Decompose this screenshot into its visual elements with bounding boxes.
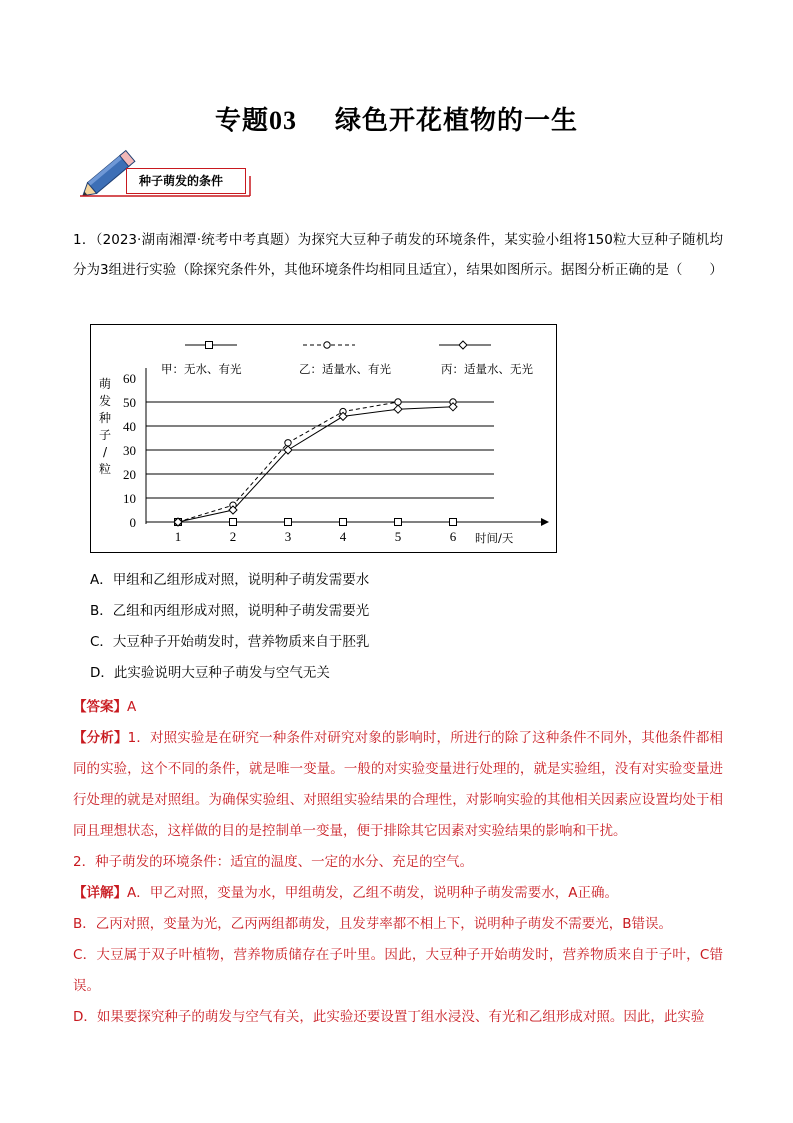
y-axis-label-char: 发 <box>98 394 112 408</box>
data-point <box>450 519 457 526</box>
series-line <box>178 407 453 522</box>
legend-marker <box>206 342 213 349</box>
y-axis-label-char: 子 <box>98 428 112 442</box>
detail-d: D．如果要探究种子的萌发与空气有关，此实验还要设置丁组水浸没、有光和乙组形成对照。因此，此实验 <box>73 1009 705 1025</box>
data-point <box>395 399 401 405</box>
legend-label: 乙：适量水、有光 <box>299 362 391 376</box>
detail-c: C．大豆属于双子叶植物，营养物质储存在子叶里。因此，大豆种子开始萌发时，营养物质来自于子叶，C错误。 <box>73 947 723 994</box>
y-tick-label: 50 <box>123 395 136 410</box>
detail-tag: 【详解】 <box>73 885 127 901</box>
y-tick-label: 20 <box>123 467 136 482</box>
detail-a-text: A．甲乙对照，变量为水，甲组萌发，乙组不萌发，说明种子萌发需要水，A正确。 <box>127 885 618 901</box>
y-tick-label: 10 <box>123 491 136 506</box>
x-tick-label: 3 <box>284 529 292 544</box>
section-label: 种子萌发的条件 <box>126 168 246 194</box>
options-list <box>90 566 710 690</box>
x-tick-label: 5 <box>394 529 402 544</box>
x-tick-label: 1 <box>174 529 182 544</box>
x-tick-label: 6 <box>449 529 457 544</box>
y-tick-label: 60 <box>123 371 136 386</box>
data-point <box>285 519 292 526</box>
option-a: A．甲组和乙组形成对照，说明种子萌发需要水 <box>90 572 370 588</box>
data-point <box>395 519 402 526</box>
y-tick-label: 30 <box>123 443 136 458</box>
data-point <box>230 519 237 526</box>
legend-marker <box>324 342 330 348</box>
section-badge <box>76 146 256 202</box>
answer-value: A <box>127 699 137 715</box>
y-tick-label: 0 <box>129 515 136 530</box>
legend-marker <box>459 341 467 349</box>
y-axis-label-char: 萌 <box>98 377 112 391</box>
y-axis-label-char: 粒 <box>98 462 112 476</box>
data-point <box>394 405 402 413</box>
option-c: C．大豆种子开始萌发时，营养物质来自于胚乳 <box>90 634 370 650</box>
page-title <box>0 100 793 137</box>
badge-underline <box>76 146 256 202</box>
option-b: B．乙组和丙组形成对照，说明种子萌发需要光 <box>90 603 370 619</box>
analysis-p2: 2．种子萌发的环境条件：适宜的温度、一定的水分、充足的空气。 <box>73 854 474 870</box>
chart-frame <box>90 324 557 553</box>
question-text: 1．（2023·湖南湘潭·统考中考真题）为探究大豆种子萌发的环境条件，某实验小组将150粒大豆种子随机均分为3组进行实验（除探究条件外，其他环境条件均相同且适宜），结果如图所示。据图分析正确的是（ ） <box>73 232 723 278</box>
title-text: 绿色开花植物的一生 <box>335 106 579 136</box>
answer-line <box>73 692 723 723</box>
analysis-block <box>73 723 723 1033</box>
germination-chart <box>91 325 558 554</box>
title-number: 专题03 <box>214 106 297 135</box>
option-d: D．此实验说明大豆种子萌发与空气无关 <box>90 665 330 681</box>
analysis-tag: 【分析】 <box>73 730 128 746</box>
x-axis-arrow <box>541 518 549 526</box>
analysis-p1 <box>73 723 723 847</box>
x-tick-label: 2 <box>229 529 237 544</box>
y-axis-label-char: 种 <box>98 411 112 425</box>
analysis-p1-text: 1．对照实验是在研究一种条件对研究对象的影响时，所进行的除了这种条件不同外，其他条件都相同的实验，这个不同的条件，就是唯一变量。一般的对实验变量进行处理的，就是实验组，没有对实验变量进行处理的就是对照组。为确保实验组、对照组实验结果的合理性，对影响实验的其他相关因素应设置均处于相同且理想状态，这样做的目的是控制单一变量，便于排除其它因素对实验结果的影响和干扰。 <box>73 730 724 839</box>
y-tick-label: 40 <box>123 419 136 434</box>
legend-label: 甲：无水、有光 <box>161 362 242 376</box>
legend-label: 丙：适量水、无光 <box>441 362 533 376</box>
data-point <box>285 440 291 446</box>
answer-tag: 【答案】 <box>73 699 127 715</box>
y-axis-label-char: / <box>102 445 108 459</box>
detail-b: B．乙丙对照，变量为光，乙丙两组都萌发，且发芽率都不相上下，说明种子萌发不需要光，B错误。 <box>73 916 673 932</box>
detail-a <box>73 878 723 909</box>
x-axis-label: 时间/天 <box>475 531 514 545</box>
data-point <box>340 519 347 526</box>
x-tick-label: 4 <box>339 529 347 544</box>
series-line <box>178 402 453 522</box>
